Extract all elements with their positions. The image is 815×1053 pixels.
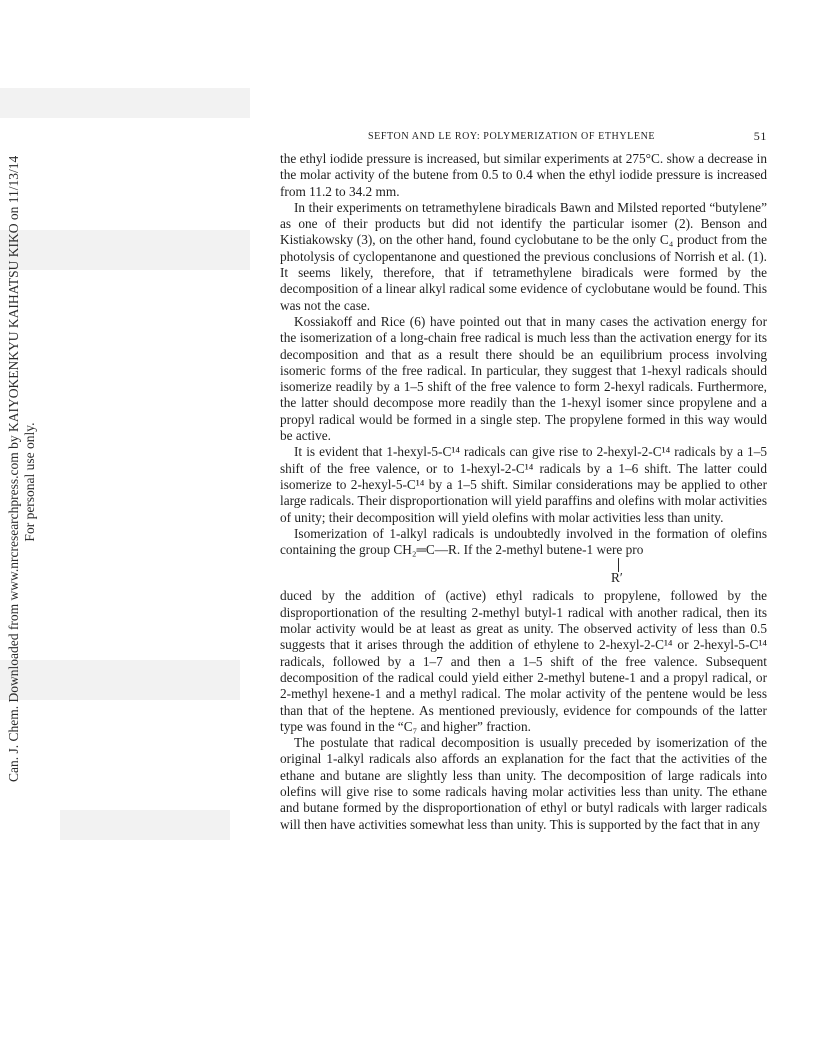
paragraph: Isomerization of 1-alkyl radicals is undoubtedly involved in the formation of olefins containing the group CH₂═C—R. If the 2-methyl butene-1 were pro xyxy=(280,525,767,558)
page-header xyxy=(280,129,767,145)
paragraph: the ethyl iodide pressure is increased, but similar experiments at 275°C. show a decrease in the molar activity of the butene from 0.5 to 0.4 when the ethyl iodide pressure is increased from 11.2 to 34.2 mm. xyxy=(280,151,767,199)
chemical-formula-branch xyxy=(280,558,767,588)
paragraph: Kossiakoff and Rice (6) have pointed out that in many cases the activation energy for the isomerization of a long-chain free radical is much less than the activation energy for its decomposition and that as a result there should be an equilibrium process involving isomeric forms of the free radical. In particular, they suggest that 1-hexyl radicals should isomerize readily by a 1–5 shift of the free valence to form 2-hexyl radicals. Furthermore, the latter should decompose more readily than the 1-hexyl isomer since propylene and a propyl radical would be formed in a single step. The propylene formed in this way would be active. xyxy=(280,313,767,444)
formula-substituent: R′ xyxy=(611,570,623,586)
paragraph: The postulate that radical decomposition is usually preceded by isomerization of the original 1-alkyl radicals also affords an explanation for the fact that the activities of the ethane and butane are slightly less than unity. The decomposition of large radicals into olefins will give rise to some radicals having molar activities less than unity. The ethane and butane formed by the disproportionation of ethyl or butyl radicals with larger radicals will then have activities somewhat less than unity. This is supported by the fact that in any xyxy=(280,735,767,832)
download-notice xyxy=(6,155,42,782)
paragraph: It is evident that 1-hexyl-5-C¹⁴ radicals can give rise to 2-hexyl-2-C¹⁴ radicals by a 1–5 shift of the free valence, or to 1-hexyl-2-C¹⁴ radicals by a 1–6 shift. The latter could isomerize to 2-hexyl-5-C¹⁴ by a 1–5 shift. Similar considerations may be applied to other large radicals. Their disproportionation will yield paraffins and olefins with molar activities of unity; their decomposition will yield olefins with molar activities less than unity. xyxy=(280,444,767,525)
running-head: SEFTON AND LE ROY: POLYMERIZATION OF ETHYLENE xyxy=(368,131,656,142)
page-number: 51 xyxy=(753,129,767,143)
scan-smudge xyxy=(0,88,250,118)
download-notice-line2: For personal use only. xyxy=(22,422,37,542)
paragraph: In their experiments on tetramethylene biradicals Bawn and Milsted reported “butylene” as one of their products but did not identify the particular isomer (2). Benson and Kistiakowsky (3), on the other hand, found cyclobutane to be the only C₄ product from the photolysis of cyclopentanone and questioned the previous conclusions of Norrish et al. (1). It seems likely, therefore, that if tetramethylene biradicals were formed by the decomposition of a linear alkyl radical some evidence of cyclobutane would be found. This was not the case. xyxy=(280,199,767,313)
download-notice-line1: Can. J. Chem. Downloaded from www.nrcresearchpress.com by KAIYOKENKYU KAIHATSU KIKO on 11/13/14 xyxy=(6,155,21,782)
scan-smudge xyxy=(60,810,230,840)
article-body xyxy=(280,151,767,833)
paragraph: duced by the addition of (active) ethyl radicals to propylene, followed by the disproportionation of the resulting 2-methyl butyl-1 radical with another radical, then its molar activity would be at least as great as unity. The observed activity of less than 0.5 suggests that it arises through the addition of ethylene to 2-hexyl-2-C¹⁴ or 2-hexyl-5-C¹⁴ radicals, followed by a 1–7 and then a 1–5 shift of the free valence. Subsequent decomposition of the radical could yield either 2-methyl butene-1 and a propyl radical, or 2-methyl hexene-1 and a methyl radical. The molar activity of the pentene would be less than that of the heptene. As mentioned previously, evidence for compounds of the latter type was found in the “C₇ and higher” fraction. xyxy=(280,588,767,734)
